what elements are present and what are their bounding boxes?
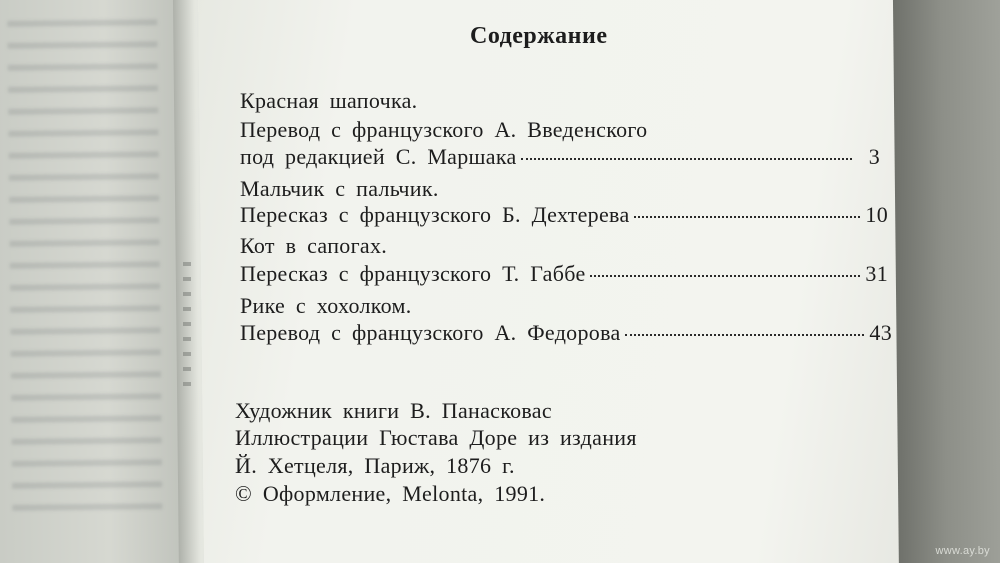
toc-entry-4-page: 43 bbox=[869, 320, 892, 345]
toc-entry-2-translator: Пересказ с французского Б. Дехтерева bbox=[240, 202, 630, 227]
toc-entry-2-row bbox=[240, 202, 888, 228]
toc-entry-3-title: Кот в сапогах. bbox=[240, 233, 388, 258]
toc-entry-4-title: Рике с хохолком. bbox=[240, 293, 412, 318]
toc-entry-1-translator: Перевод с французского А. Введенского bbox=[240, 117, 648, 142]
toc-entry-3-translator: Пересказ с французского Т. Габбе bbox=[240, 261, 586, 286]
dot-leader bbox=[521, 158, 852, 160]
toc-entry-2-page: 10 bbox=[865, 202, 888, 227]
toc-entry-2-title: Мальчик с пальчик. bbox=[240, 176, 439, 201]
toc-entry-4-row bbox=[240, 320, 892, 346]
toc-entry-3-row bbox=[240, 261, 888, 287]
toc-entry-1-page: 3 bbox=[868, 144, 880, 169]
dot-leader bbox=[625, 334, 864, 336]
toc-entry-1-editor: под редакцией С. Маршака bbox=[240, 144, 517, 169]
page-title: Содержание bbox=[470, 23, 608, 49]
toc-entry-3-page: 31 bbox=[865, 261, 888, 286]
imprint-artist: Художник книги В. Панасковас bbox=[235, 398, 552, 423]
imprint-illustrations: Иллюстрации Гюстава Доре из издания bbox=[235, 425, 637, 450]
dot-leader bbox=[590, 275, 860, 277]
imprint-copyright: © Оформление, Melonta, 1991. bbox=[235, 481, 546, 506]
imprint-source: Й. Хетцеля, Париж, 1876 г. bbox=[235, 453, 515, 478]
toc-entry-1-row bbox=[240, 144, 880, 170]
watermark: www.ay.by bbox=[935, 545, 990, 557]
toc-entry-1-title: Красная шапочка. bbox=[240, 88, 418, 113]
dot-leader bbox=[634, 216, 860, 218]
toc-entry-4-translator: Перевод с французского А. Федорова bbox=[240, 320, 621, 345]
